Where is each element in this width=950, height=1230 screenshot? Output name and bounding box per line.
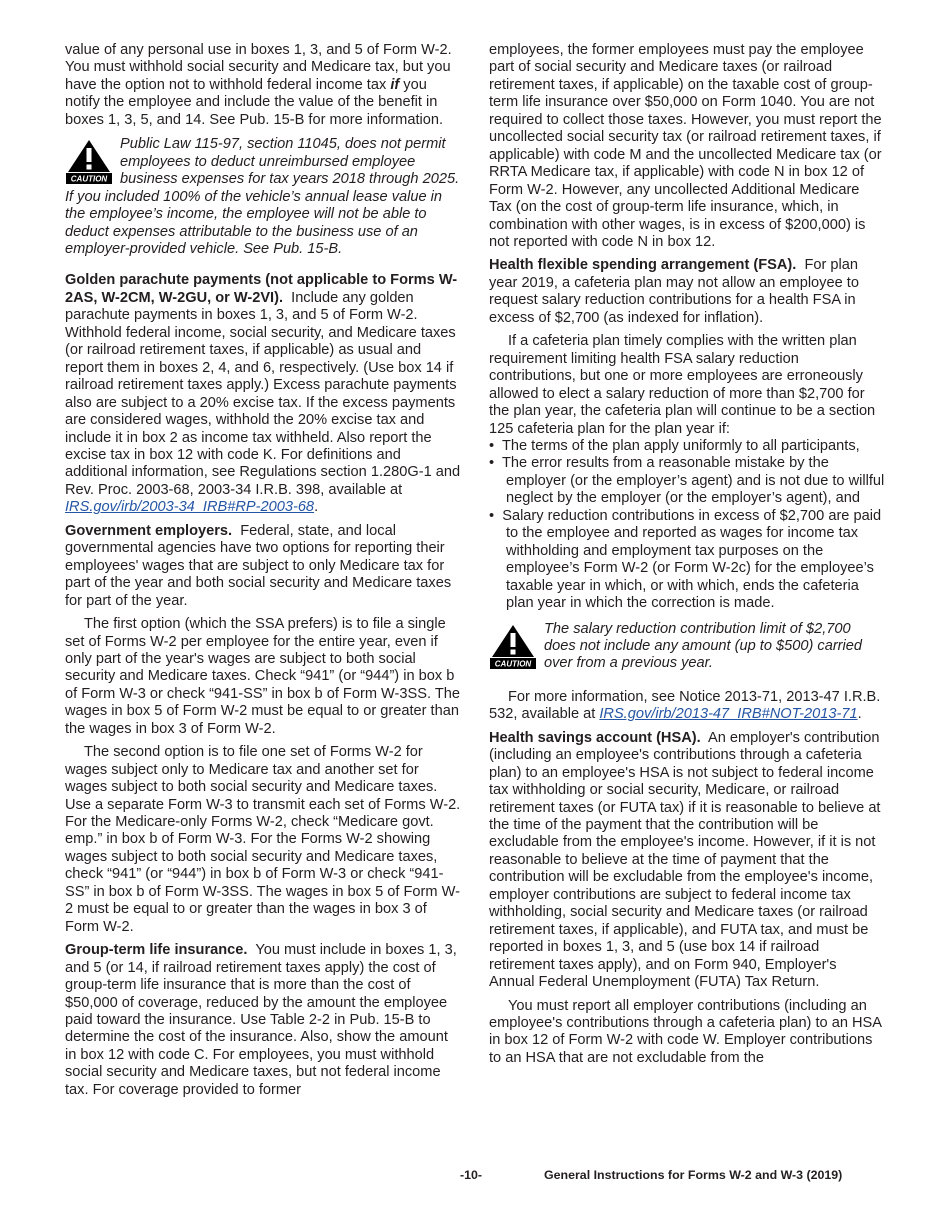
section-heading: Health savings account (HSA). [489,729,701,746]
caution-note [489,621,885,673]
paragraph: If a cafeteria plan timely complies with the written plan requirement limiting health FSA salary reduction contributions, but one or more employees are erroneously allowed to elect a salary reduction of more than $2,700 for the plan year, the cafeteria plan will continue to be a section 125 cafeteria plan for the plan year if: [489,333,876,437]
list-item: • The terms of the plan apply uniformly to all participants, [489,437,860,454]
section-heading: Group-term life insurance. [65,942,248,959]
section-heading: Government employers. [65,522,233,539]
section-heading: Health flexible spending arrangement (FSA). [489,257,797,274]
bullet-icon: • [489,455,495,472]
bullet-icon: • [489,507,495,524]
hsa-section: Health savings account (HSA). An employer's contribution (including an employee's contributions through a cafeteria plan) to an employee's HSA is not subject to federal income tax withholding or social security, Medicare, or railroad retirement taxes (or FUTA tax) if it is reasonable to believe at the time of the payment that the contribution will be excludable from the employee's income. However, if it is not reasonable to believe at the time of payment that the contribution will be excludable from the employee's income, employer contributions are subject to federal income tax withholding, social security and Medicare taxes (or railroad retirement taxes, if applicable), and FUTA tax, and must be reported in boxes 1, 3, and 5 (use box 14 if railroad retirement taxes apply), and on Form 940, Employer's Annual Federal Unemployment (FUTA) Tax Return. [489,729,881,991]
left-column [65,42,461,1099]
list-item: • Salary reduction contributions in excess of $2,700 are paid to the employee and reported as wages for income tax withholding and employment tax purposes on the employee’s Form W-2 (or Form W-2c) for the employee’s taxable year in which, or with which, ends the cafeteria plan year in which the correction is made. [489,507,882,612]
irb-link[interactable]: IRS.gov/irb/2003-34_IRB#RP-2003-68 [65,499,315,516]
page-number: -10- [460,1168,483,1182]
caution-icon [66,138,112,184]
caution-text: The salary reduction contribution limit of $2,700 does not include any amount (up to $500) carried over from a previous year. [544,620,863,672]
golden-parachute-section: Golden parachute payments (not applicable to Forms W-2AS, W-2CM, W-2GU, or W-2VI). Include any golden parachute payments in boxes 1, 3, and 5 of Form W-2. Withhold federal income, social security, and Medicare taxes (or railroad retirement taxes, if applicable) as usual and report them in boxes 2, 4, and 6, respectively. (Use box 14 if railroad retirement taxes apply.) Excess parachute payments also are subject to a 20% excise tax. If the excess payments are considered wages, withhold the 20% excise tax and include it in box 2 as income tax withheld. Also report the excise tax in box 12 with code K. For definitions and additional information, see Regulations section 1.280G-1 and Rev. Proc. 2003-68, 2003-34 I.R.B. 398, available at IRS.gov/irb/2003-34_IRB#RP-2003-68. [65,272,461,516]
fsa-section: Health flexible spending arrangement (FSA). For plan year 2019, a cafeteria plan may not allow an employee to request salary reduction contributions for a health FSA in excess of $2,700 (as indexed for inflation). [489,257,859,326]
section-heading: Golden parachute payments (not applicable to Forms W-2AS, W-2CM, W-2GU, or W-2VI). [65,272,458,306]
bullet-icon: • [489,437,495,454]
caution-text: Public Law 115-97, section 11045, does not permit employees to deduct unreimbursed employee business expenses for tax years 2018 through 2025. If you included 100% of the vehicle’s annual lease value in the employee’s income, the employee will not be able to deduct expenses attributable to the business use of an employer-provided vehicle. See Pub. 15-B. [65,136,460,257]
list-item: • The error results from a reasonable mistake by the employer (or the employer’s agent) and is not due to willful neglect by the employer (or the employer’s agent), and [489,455,885,507]
svg-text:CAUTION: CAUTION [70,174,108,184]
caution-icon [490,623,536,669]
paragraph: You must report all employer contributions (including an employee's contributions through a cafeteria plan) to an HSA in box 12 of Form W-2 with code W. Employer contributions to an HSA that are not excludable from the [489,997,882,1066]
paragraph: The first option (which the SSA prefers) is to file a single set of Forms W-2 per employee for the entire year, even if only part of the year's wages are subject to both social security and Medicare taxes. Check “941” (or “944”) in box b of Form W-3 or check “941-SS” in box b of Form W-3SS. The wages in box 5 of Form W-2 must be equal to or greater than the wages in box 3 of Form W-2. [65,616,460,737]
paragraph: The second option is to file one set of Forms W-2 for wages subject only to Medicare tax and another set for wages subject to both social security and Medicare taxes. Use a separate Form W-3 to transmit each set of Forms W-2. For the Medicare-only Forms W-2, check “Medicare govt. emp.” in box b of Form W-3. For the Forms W-2 showing wages subject to both social security and Medicare taxes, check “941” (or “944”) in box b of Form W-3 or check “941-SS” in box b of Form W-3SS. The wages in box 5 of Form W-2 must be equal to or greater than the wages in box 3 of Form W-2. [65,744,461,935]
government-employers-section: Government employers. Federal, state, and local governmental agencies have two options for reporting their employees' wages that are subject to only Medicare tax for part of the year and both social security and Medicare taxes for part of the year. [65,522,452,609]
caution-note [65,136,461,258]
paragraph: employees, the former employees must pay the employee part of social security and Medicare taxes (or railroad retirement taxes, if applicable) on the taxable cost of group-term life insurance over $50,000 on Form 1040. You are not required to collect those taxes. However, you must report the uncollected social security tax (or railroad retirement taxes, if applicable) with code M and the uncollected Medicare tax (or RRTA Medicare tax, if applicable) with code N in box 12 of Form W-2. However, any uncollected Additional Medicare Tax (on the cost of group-term life insurance, which, in combination with other wages, is in excess of $200,000) is not reported with code N in box 12. [489,42,882,250]
notice-link[interactable]: IRS.gov/irb/2013-47_IRB#NOT-2013-71 [599,706,858,723]
paragraph: value of any personal use in boxes 1, 3, and 5 of Form W-2. You must withhold social security and Medicare tax, but you have the option not to withhold federal income tax if you notify the employee and include the value of the benefit in boxes 1, 3, 5, and 14. See Pub. 15-B for more information. [65,42,452,128]
paragraph: For more information, see Notice 2013-71, 2013-47 I.R.B. 532, available at IRS.gov/irb/2013-47_IRB#NOT-2013-71. [489,688,881,723]
page-footer [0,1168,950,1188]
document-title: General Instructions for Forms W-2 and W-3 (2019) [544,1168,843,1182]
svg-text:CAUTION: CAUTION [494,659,532,668]
group-term-life-section: Group-term life insurance. You must include in boxes 1, 3, and 5 (or 14, if railroad retirement taxes apply) the cost of group-term life insurance that is more than the cost of $50,000 of coverage, reduced by the amount the employee paid toward the insurance. Use Table 2-2 in Pub. 15-B to determine the cost of the insurance. Also, show the amount in box 12 with code C. For employees, you must withhold social security and Medicare taxes, but not federal income tax. For coverage provided to former [65,942,457,1098]
right-column [489,42,885,1067]
